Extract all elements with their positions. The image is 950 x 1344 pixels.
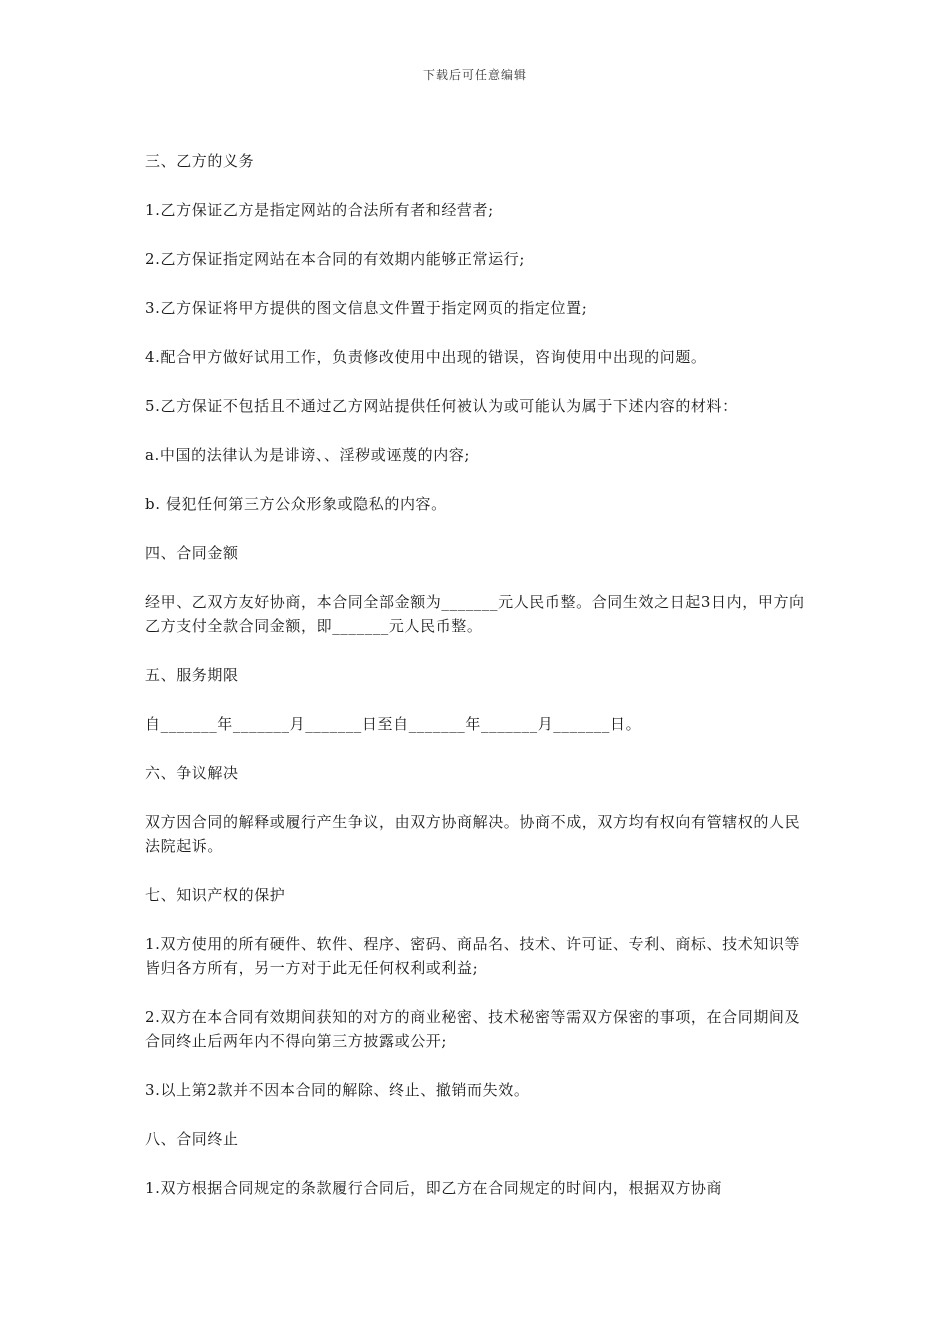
section-heading-amount: 四、合同金额 xyxy=(145,544,239,562)
clause: 3.以上第2款并不因本合同的解除、终止、撤销而失效。 xyxy=(145,1081,530,1099)
clause: 5.乙方保证不包括且不通过乙方网站提供任何被认为或可能认为属于下述内容的材料： xyxy=(145,397,738,415)
clause: 1.双方使用的所有硬件、软件、程序、密码、商品名、技术、许可证、专利、商标、技术知识等皆归各方所有，另一方对于此无任何权利或利益; xyxy=(145,935,801,977)
document-body xyxy=(145,149,810,1225)
clause: b. 侵犯任何第三方公众形象或隐私的内容。 xyxy=(145,495,447,513)
clause: 2.乙方保证指定网站在本合同的有效期内能够正常运行; xyxy=(145,250,525,268)
section-heading-ip: 七、知识产权的保护 xyxy=(145,886,286,904)
clause: 自_______年_______月_______日至自_______年_______月_______日。 xyxy=(145,715,642,733)
section-heading-dispute: 六、争议解决 xyxy=(145,764,239,782)
clause: 4.配合甲方做好试用工作，负责修改使用中出现的错误，咨询使用中出现的问题。 xyxy=(145,348,707,366)
clause: 1.乙方保证乙方是指定网站的合法所有者和经营者; xyxy=(145,201,494,219)
clause: 1.双方根据合同规定的条款履行合同后，即乙方在合同规定的时间内，根据双方协商 xyxy=(145,1179,723,1197)
clause: 3.乙方保证将甲方提供的图文信息文件置于指定网页的指定位置; xyxy=(145,299,588,317)
clause: 经甲、乙双方友好协商，本合同全部金额为_______元人民币整。合同生效之日起3日内，甲方向乙方支付全款合同金额，即_______元人民币整。 xyxy=(145,593,805,635)
section-heading-term: 五、服务期限 xyxy=(145,666,239,684)
section-heading-termination: 八、合同终止 xyxy=(145,1130,239,1148)
clause: 2.双方在本合同有效期间获知的对方的商业秘密、技术秘密等需双方保密的事项，在合同期间及合同终止后两年内不得向第三方披露或公开; xyxy=(145,1008,801,1050)
section-heading-obligations: 三、乙方的义务 xyxy=(145,152,255,170)
page-header: 下载后可任意编辑 xyxy=(422,68,527,82)
clause: 双方因合同的解释或履行产生争议，由双方协商解决。协商不成，双方均有权向有管辖权的人民法院起诉。 xyxy=(145,813,801,855)
clause: a.中国的法律认为是诽谤、、淫秽或诬蔑的内容; xyxy=(145,446,471,464)
